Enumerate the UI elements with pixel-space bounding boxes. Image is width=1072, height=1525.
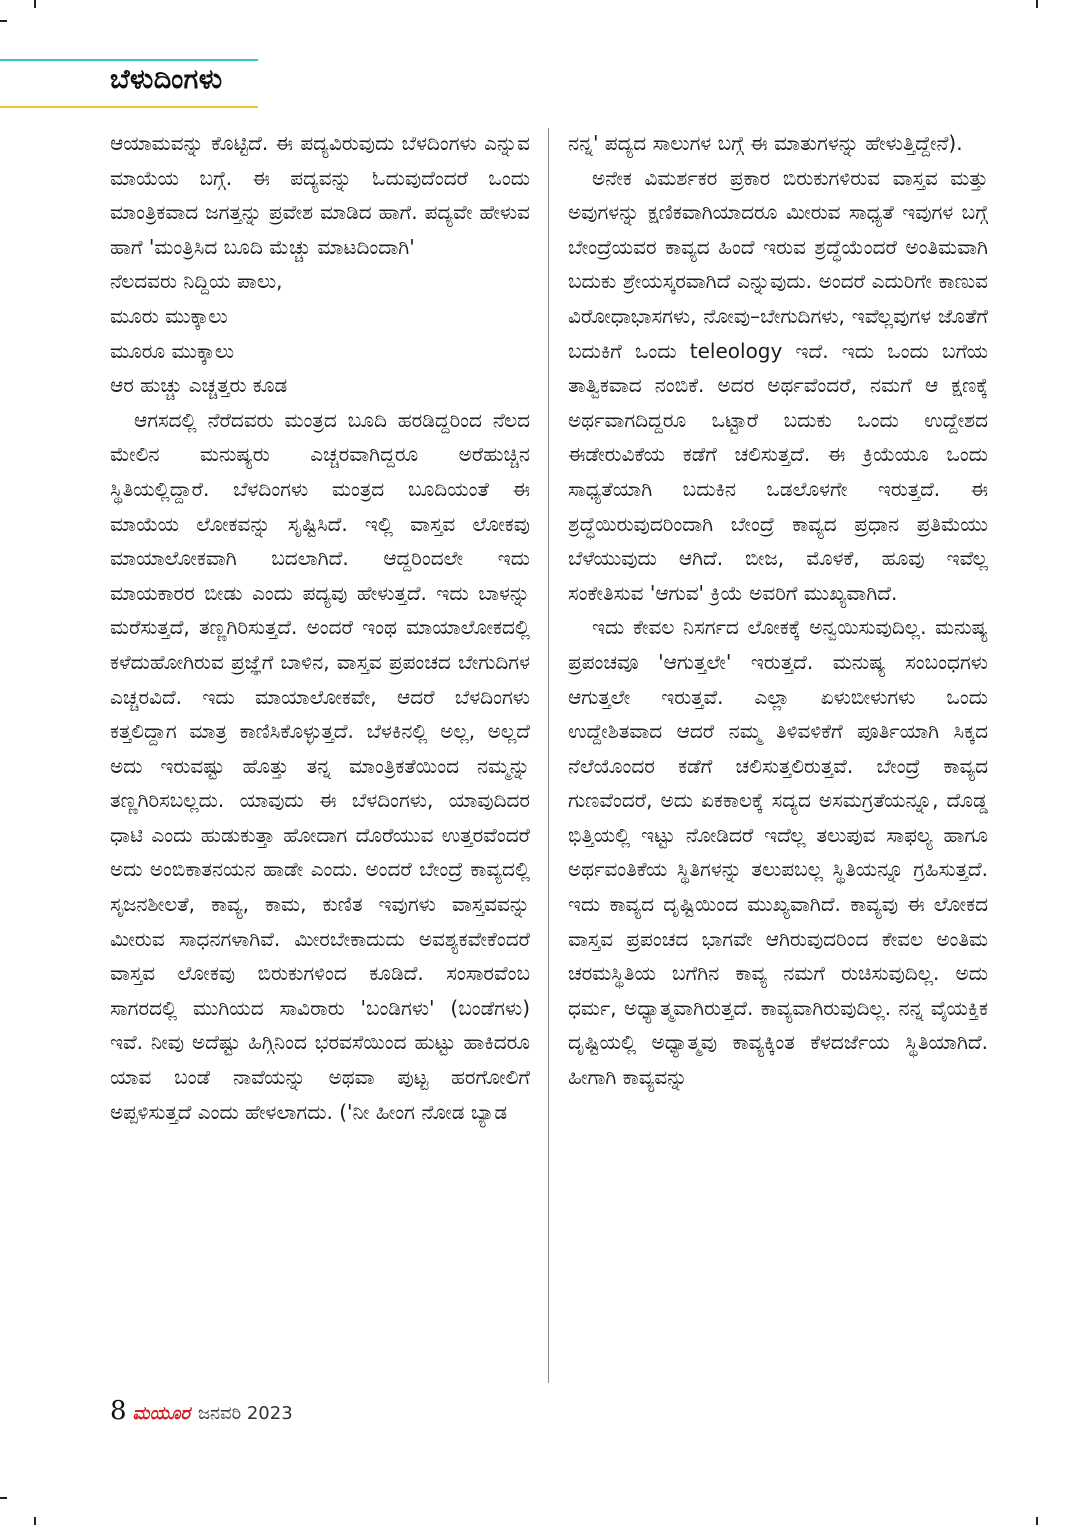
- header-rule-top: [0, 59, 258, 61]
- verse-line: ಮೂರೂ ಮುಕ್ಕಾಲು: [110, 338, 235, 363]
- column-divider: [548, 128, 549, 1383]
- left-column: [110, 126, 530, 1129]
- verse-line: ಮೂರು ಮುಕ್ಕಾಲು: [110, 303, 228, 328]
- verse-line: ಆರ ಹುಚ್ಚು ಎಚ್ಚತ್ತರು ಕೂಡ: [110, 373, 288, 398]
- crop-mark: [34, 1517, 36, 1525]
- right-column: [568, 126, 988, 1095]
- page-footer: [110, 1396, 293, 1426]
- crop-mark: [0, 20, 7, 22]
- header-rule-bottom: [0, 106, 258, 108]
- section-title: ಬೆಳುದಿಂಗಳು: [110, 64, 223, 95]
- page-number: 8: [110, 1396, 127, 1426]
- crop-mark: [34, 0, 36, 8]
- verse-line: ನೆಲದವರು ನಿದ್ದಿಯ ಪಾಲು,: [110, 269, 283, 294]
- paragraph: ಆಯಾಮವನ್ನು ಕೊಟ್ಟಿದೆ. ಈ ಪದ್ಯವಿರುವುದು ಬೆಳದಿಂಗಳು ಎನ್ನುವ ಮಾಯೆಯ ಬಗ್ಗೆ. ಈ ಪದ್ಯವನ್ನು ಓದುವುದೆಂದರೆ ಒಂದು ಮಾಂತ್ರಿಕವಾದ ಜಗತ್ತನ್ನು ಪ್ರವೇಶ ಮಾಡಿದ ಹಾಗೆ. ಪದ್ಯವೇ ಹೇಳುವ ಹಾಗೆ 'ಮಂತ್ರಿಸಿದ ಬೂದಿ ಮೆಚ್ಚು ಮಾಟದಿಂದಾಗಿ': [110, 131, 530, 259]
- crop-mark: [0, 1497, 7, 1499]
- paragraph: ನನ್ನ' ಪದ್ಯದ ಸಾಲುಗಳ ಬಗ್ಗೆ ಈ ಮಾತುಗಳನ್ನು ಹೇಳುತ್ತಿದ್ದೇನೆ).: [568, 131, 963, 155]
- issue-date: ಜನವರಿ 2023: [197, 1403, 293, 1424]
- crop-mark: [1036, 1517, 1038, 1525]
- magazine-logo: ಮಯೂರ: [132, 1403, 190, 1424]
- paragraph: ಇದು ಕೇವಲ ನಿಸರ್ಗದ ಲೋಕಕ್ಕೆ ಅನ್ವಯಿಸುವುದಿಲ್ಲ. ಮನುಷ್ಯ ಪ್ರಪಂಚವೂ 'ಆಗುತ್ತಲೇ' ಇರುತ್ತದೆ. ಮನುಷ್ಯ ಸಂಬಂಧಗಳು ಆಗುತ್ತಲೇ ಇರುತ್ತವೆ. ಎಲ್ಲಾ ಏಳುಬೀಳುಗಳು ಒಂದು ಉದ್ದೇಶಿತವಾದ ಆದರೆ ನಮ್ಮ ತಿಳಿವಳಿಕೆಗೆ ಪೂರ್ತಿಯಾಗಿ ಸಿಕ್ಕದ ನೆಲೆಯೊಂದರ ಕಡೆಗೆ ಚಲಿಸುತ್ತಲಿರುತ್ತವೆ. ಬೇಂದ್ರೆ ಕಾವ್ಯದ ಗುಣವೆಂದರೆ, ಅದು ಏಕಕಾಲಕ್ಕೆ ಸದ್ಯದ ಅಸಮಗ್ರತೆಯನ್ನೂ, ದೊಡ್ಡ ಭಿತ್ತಿಯಲ್ಲಿ ಇಟ್ಟು ನೋಡಿದರೆ ಇದೆಲ್ಲ ತಲುಪುವ ಸಾಫಲ್ಯ ಹಾಗೂ ಅರ್ಥವಂತಿಕೆಯ ಸ್ಥಿತಿಗಳನ್ನು ತಲುಪಬಲ್ಲ ಸ್ಥಿತಿಯನ್ನೂ ಗ್ರಹಿಸುತ್ತದೆ. ಇದು ಕಾವ್ಯದ ದೃಷ್ಟಿಯಿಂದ ಮುಖ್ಯವಾಗಿದೆ. ಕಾವ್ಯವು ಈ ಲೋಕದ ವಾಸ್ತವ ಪ್ರಪಂಚದ ಭಾಗವೇ ಆಗಿರುವುದರಿಂದ ಕೇವಲ ಅಂತಿಮ ಚರಮಸ್ಥಿತಿಯ ಬಗೆಗಿನ ಕಾವ್ಯ ನಮಗೆ ರುಚಿಸುವುದಿಲ್ಲ. ಅದು ಧರ್ಮ, ಅಧ್ಯಾತ್ಮವಾಗಿರುತ್ತದೆ. ಕಾವ್ಯವಾಗಿರುವುದಿಲ್ಲ. ನನ್ನ ವೈಯಕ್ತಿಕ ದೃಷ್ಟಿಯಲ್ಲಿ ಅಧ್ಯಾತ್ಮವು ಕಾವ್ಯಕ್ಕಿಂತ ಕೆಳದರ್ಜೆಯ ಸ್ಥಿತಿಯಾಗಿದೆ. ಹೀಗಾಗಿ ಕಾವ್ಯವನ್ನು: [568, 615, 988, 1090]
- paragraph: ಆಗಸದಲ್ಲಿ ನೆರೆದವರು ಮಂತ್ರದ ಬೂದಿ ಹರಡಿದ್ದರಿಂದ ನೆಲದ ಮೇಲಿನ ಮನುಷ್ಯರು ಎಚ್ಚರವಾಗಿದ್ದರೂ ಅರೆಹುಚ್ಚಿನ ಸ್ಥಿತಿಯಲ್ಲಿದ್ದಾರೆ. ಬೆಳದಿಂಗಳು ಮಂತ್ರದ ಬೂದಿಯಂತೆ ಈ ಮಾಯೆಯ ಲೋಕವನ್ನು ಸೃಷ್ಟಿಸಿದೆ. ಇಲ್ಲಿ ವಾಸ್ತವ ಲೋಕವು ಮಾಯಾಲೋಕವಾಗಿ ಬದಲಾಗಿದೆ. ಆದ್ದರಿಂದಲೇ ಇದು ಮಾಯಕಾರರ ಬೀಡು ಎಂದು ಪದ್ಯವು ಹೇಳುತ್ತದೆ. ಇದು ಬಾಳನ್ನು ಮರೆಸುತ್ತದೆ, ತಣ್ಣಗಿರಿಸುತ್ತದೆ. ಅಂದರೆ ಇಂಥ ಮಾಯಾಲೋಕದಲ್ಲಿ ಕಳೆದುಹೋಗಿರುವ ಪ್ರಜ್ಞೆಗೆ ಬಾಳಿನ, ವಾಸ್ತವ ಪ್ರಪಂಚದ ಬೇಗುದಿಗಳ ಎಚ್ಚರವಿದೆ. ಇದು ಮಾಯಾಲೋಕವೇ, ಆದರೆ ಬೆಳದಿಂಗಳು ಕತ್ತಲಿದ್ದಾಗ ಮಾತ್ರ ಕಾಣಿಸಿಕೊಳ್ಳುತ್ತದೆ. ಬೆಳಕಿನಲ್ಲಿ ಅಲ್ಲ, ಅಲ್ಲದೆ ಅದು ಇರುವಷ್ಟು ಹೊತ್ತು ತನ್ನ ಮಾಂತ್ರಿಕತೆಯಿಂದ ನಮ್ಮನ್ನು ತಣ್ಣಗಿರಿಸಬಲ್ಲದು. ಯಾವುದು ಈ ಬೆಳದಿಂಗಳು, ಯಾವುದಿದರ ಧಾಟಿ ಎಂದು ಹುಡುಕುತ್ತಾ ಹೋದಾಗ ದೊರೆಯುವ ಉತ್ತರವೆಂದರೆ ಅದು ಅಂಬಿಕಾತನಯನ ಹಾಡೇ ಎಂದು. ಅಂದರೆ ಬೇಂದ್ರೆ ಕಾವ್ಯದಲ್ಲಿ ಸೃಜನಶೀಲತೆ, ಕಾವ್ಯ, ಕಾಮ, ಕುಣಿತ ಇವುಗಳು ವಾಸ್ತವವನ್ನು ಮೀರುವ ಸಾಧನಗಳಾಗಿವೆ. ಮೀರಬೇಕಾದುದು ಅವಶ್ಯಕವೇಕೆಂದರೆ ವಾಸ್ತವ ಲೋಕವು ಬಿರುಕುಗಳಿಂದ ಕೂಡಿದೆ. ಸಂಸಾರವೆಂಬ ಸಾಗರದಲ್ಲಿ ಮುಗಿಯದ ಸಾವಿರಾರು 'ಬಂಡಿಗಳು' (ಬಂಡೆಗಳು) ಇವೆ. ನೀವು ಅದೆಷ್ಟು ಹಿಗ್ಗಿನಿಂದ ಭರವಸೆಯಿಂದ ಹುಟ್ಟು ಹಾಕಿದರೂ ಯಾವ ಬಂಡೆ ನಾವೆಯನ್ನು ಅಥವಾ ಪುಟ್ಟ ಹರಗೋಲಿಗೆ ಅಪ್ಪಳಿಸುತ್ತದೆ ಎಂದು ಹೇಳಲಾಗದು. ('ನೀ ಹೀಂಗ ನೋಡ ಬ್ಯಾಡ: [110, 407, 530, 1124]
- paragraph: ಅನೇಕ ವಿಮರ್ಶಕರ ಪ್ರಕಾರ ಬಿರುಕುಗಳಿರುವ ವಾಸ್ತವ ಮತ್ತು ಅವುಗಳನ್ನು ಕ್ಷಣಿಕವಾಗಿಯಾದರೂ ಮೀರುವ ಸಾಧ್ಯತೆ ಇವುಗಳ ಬಗ್ಗೆ ಬೇಂದ್ರೆಯವರ ಕಾವ್ಯದ ಹಿಂದೆ ಇರುವ ಶ್ರದ್ಧೆಯೆಂದರೆ ಅಂತಿಮವಾಗಿ ಬದುಕು ಶ್ರೇಯಸ್ಕರವಾಗಿದೆ ಎನ್ನುವುದು. ಅಂದರೆ ಎದುರಿಗೇ ಕಾಣುವ ವಿರೋಧಾಭಾಸಗಳು, ನೋವು–ಬೇಗುದಿಗಳು, ಇವೆಲ್ಲವುಗಳ ಜೊತೆಗೆ ಬದುಕಿಗೆ ಒಂದು teleology ಇದೆ. ಇದು ಒಂದು ಬಗೆಯ ತಾತ್ವಿಕವಾದ ನಂಬಿಕೆ. ಅದರ ಅರ್ಥವೆಂದರೆ, ನಮಗೆ ಆ ಕ್ಷಣಕ್ಕೆ ಅರ್ಥವಾಗದಿದ್ದರೂ ಒಟ್ಟಾರೆ ಬದುಕು ಒಂದು ಉದ್ದೇಶದ ಈಡೇರುವಿಕೆಯ ಕಡೆಗೆ ಚಲಿಸುತ್ತದೆ. ಈ ಕ್ರಿಯೆಯೂ ಒಂದು ಸಾಧ್ಯತೆಯಾಗಿ ಬದುಕಿನ ಒಡಲೊಳಗೇ ಇರುತ್ತದೆ. ಈ ಶ್ರದ್ಧೆಯಿರುವುದರಿಂದಾಗಿ ಬೇಂದ್ರೆ ಕಾವ್ಯದ ಪ್ರಧಾನ ಪ್ರತಿಮೆಯು ಬೆಳೆಯುವುದು ಆಗಿದೆ. ಬೀಜ, ಮೊಳಕೆ, ಹೂವು ಇವೆಲ್ಲ ಸಂಕೇತಿಸುವ 'ಆಗುವ' ಕ್ರಿಯೆ ಅವರಿಗೆ ಮುಖ್ಯವಾಗಿದೆ.: [568, 165, 988, 605]
- crop-mark: [1036, 0, 1038, 8]
